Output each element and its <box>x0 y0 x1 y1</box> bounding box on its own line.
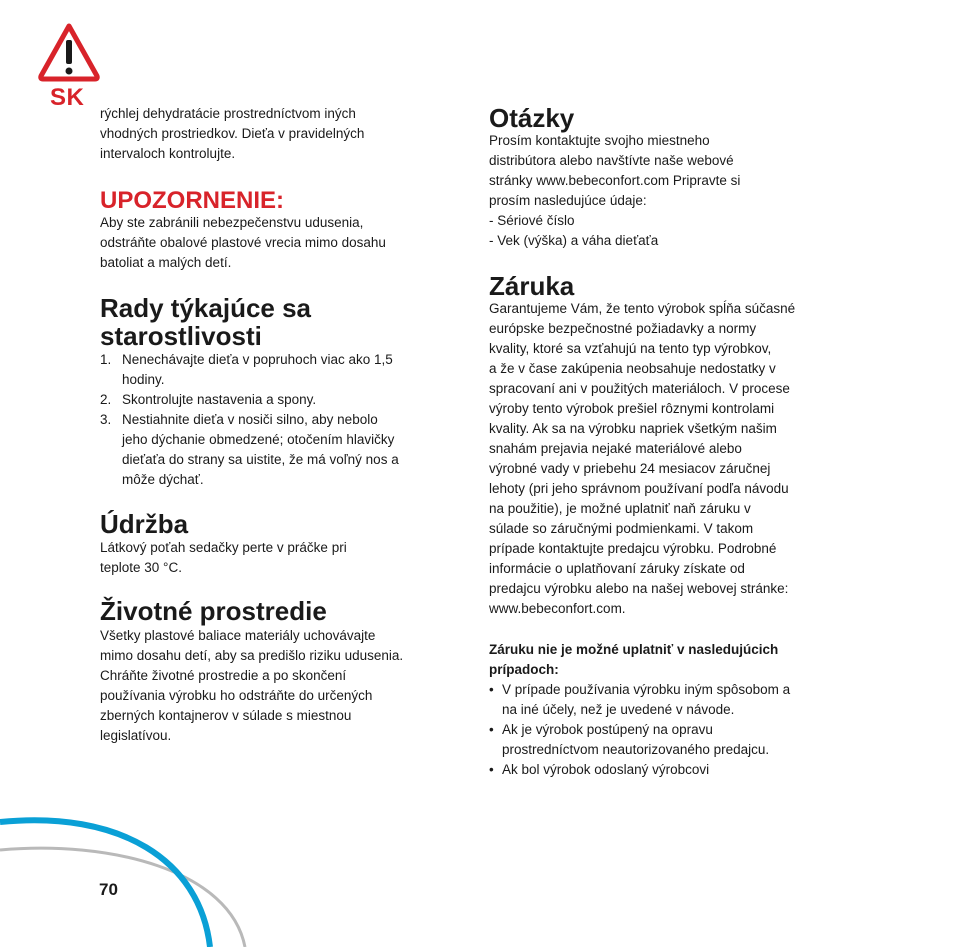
list-item <box>100 390 450 410</box>
questions-item: - Sériové číslo <box>489 213 575 228</box>
intro-text: rýchlej dehydratácie prostredníctvom iných vhodných prostriedkov. Dieťa v pravidelných intervaloch kontrolujte. <box>100 106 365 161</box>
warning-icon <box>37 22 101 82</box>
list-item-text: Ak je výrobok postúpený na opravu prostredníctvom neautorizovaného predajcu. <box>502 722 770 757</box>
warranty-heading: Záruka <box>489 271 575 301</box>
questions-item: - Vek (výška) a váha dieťaťa <box>489 233 659 248</box>
list-item-text: Skontrolujte nastavenia a spony. <box>122 392 317 407</box>
list-item <box>489 760 849 780</box>
list-number: 2. <box>100 392 112 407</box>
maintenance-text: Látkový poťah sedačky perte v práčke pri teplote 30 °C. <box>100 540 347 575</box>
warning-heading: UPOZORNENIE: <box>100 187 285 214</box>
list-number: 3. <box>100 412 112 427</box>
bullet: • <box>489 722 494 737</box>
decorative-arcs <box>0 800 260 947</box>
list-item <box>100 410 450 490</box>
list-item-text: V prípade používania výrobku iným spôsobom a na iné účely, než je uvedené v návode. <box>502 682 791 717</box>
list-item <box>489 680 849 720</box>
warranty-exclusions-heading: Záruku nie je možné uplatniť v nasledujúcich prípadoch: <box>489 642 779 677</box>
warning-text: Aby ste zabránili nebezpečenstvu udusenia, odstráňte obalové plastové vrecia mimo dosahu batoliat a malých detí. <box>100 215 386 270</box>
list-item-text: Nenechávajte dieťa v popruhoch viac ako 1,5 hodiny. <box>122 352 393 387</box>
questions-text: Prosím kontaktujte svojho miestneho distribútora alebo navštívte naše webové stránky www.bebeconfort.com Pripravte si prosím nasledujúce údaje: <box>489 133 741 208</box>
bullet: • <box>489 682 494 697</box>
environment-text: Všetky plastové baliace materiály uchovávajte mimo dosahu detí, aby sa predišlo riziku udusenia. Chráňte životné prostredie a po skončení používania výrobku ho odstráňte do určených zberných kontajnerov v súlade s miestnou legislatívou. <box>100 628 404 743</box>
page-number: 70 <box>99 880 118 899</box>
care-list <box>100 350 450 490</box>
list-item-text: Nestiahnite dieťa v nosiči silno, aby nebolo jeho dýchanie obmedzené; otočením hlavičky dieťaťa do strany sa uistite, že má voľný nos a môže dýchať. <box>122 412 399 487</box>
warranty-text: Garantujeme Vám, že tento výrobok spĺňa súčasné európske bezpečnostné požiadavky a normy kvality, ktoré sa vzťahujú na tento typ výrobkov, a že v čase zakúpenia neobsahuje nedostatky v spracovaní ani v použitých materiáloch. V procese výroby tento výrobok prešiel rôznymi kontrolami kvality. Ak sa na výrobku napriek všetkým našim snahám prejavia nejaké materiálové alebo výrobné vady v priebehu 24 mesiacov záručnej lehoty (pri jeho správnom používaní podľa návodu na použitie), je možné uplatniť naň záruku v súlade so záručnými podmienkami. V takom prípade kontaktujte predajcu výrobku. Podrobné informácie o uplatňovaní záruky získate od predajcu výrobku alebo na našej webovej stránke: www.bebeconfort.com. <box>489 301 796 616</box>
environment-heading: Životné prostredie <box>100 596 327 626</box>
maintenance-heading: Údržba <box>100 509 189 539</box>
list-item <box>100 350 450 390</box>
list-number: 1. <box>100 352 112 367</box>
care-heading: Rady týkajúce sa starostlivosti <box>100 293 312 351</box>
language-code: SK <box>50 84 85 111</box>
questions-heading: Otázky <box>489 103 575 133</box>
list-item <box>489 720 849 760</box>
warranty-exclusions-list <box>489 680 849 780</box>
bullet: • <box>489 762 494 777</box>
list-item-text: Ak bol výrobok odoslaný výrobcovi <box>502 762 710 777</box>
